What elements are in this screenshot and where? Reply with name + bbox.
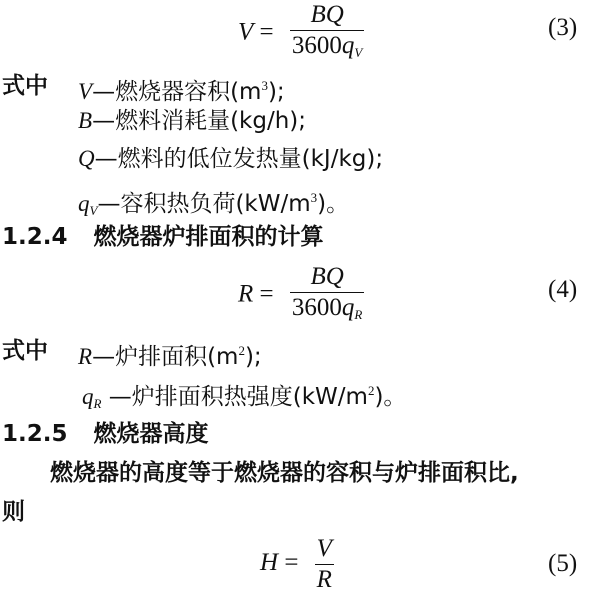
paragraph-line-2: 则 bbox=[2, 499, 25, 525]
equation-3-lhs: V bbox=[238, 18, 254, 46]
equation-4 bbox=[238, 262, 364, 330]
section-heading-1-2-4 bbox=[2, 222, 324, 252]
definition-qr: $q_R$ —炉排面积热强度$(kW/m^2)$。 bbox=[82, 383, 407, 411]
equation-3-number: (3) bbox=[548, 14, 578, 41]
paragraph-line-1: 燃烧器的高度等于燃烧器的容积与炉排面积比, bbox=[50, 460, 519, 486]
equation-4-lhs: R bbox=[238, 280, 254, 308]
definition-r: R—炉排面积$(m^2)$; bbox=[78, 343, 262, 370]
equation-5-lhs: H bbox=[260, 549, 279, 577]
equation-3-fraction bbox=[290, 0, 364, 68]
equation-3-denominator: $3600q_V$ bbox=[291, 32, 363, 60]
equation-4-denominator: $3600q_R$ bbox=[291, 294, 363, 322]
equation-5-denominator: R bbox=[316, 566, 332, 593]
equals-sign: = bbox=[259, 18, 274, 46]
equals-sign: = bbox=[284, 549, 299, 577]
where-label: 式中 bbox=[2, 73, 48, 99]
equation-3-numerator: BQ bbox=[290, 0, 364, 31]
equals-sign: = bbox=[259, 280, 274, 308]
section-number: 1.2.4 bbox=[2, 224, 68, 250]
equation-4-fraction bbox=[290, 262, 364, 330]
equation-4-numerator: BQ bbox=[290, 262, 364, 293]
definition-q: Q—燃料的低位发热量(kJ/kg); bbox=[78, 146, 384, 172]
equation-5 bbox=[260, 534, 334, 595]
equation-5-fraction bbox=[315, 534, 334, 595]
section-number: 1.2.5 bbox=[2, 421, 68, 447]
equation-5-numerator: V bbox=[315, 534, 334, 565]
equation-5-number: (5) bbox=[548, 550, 578, 577]
equation-4-number: (4) bbox=[548, 276, 578, 303]
section-title: 燃烧器高度 bbox=[93, 421, 209, 447]
definition-b: B—燃料消耗量(kg/h); bbox=[78, 108, 307, 134]
section-heading-1-2-5 bbox=[2, 419, 209, 449]
equation-3 bbox=[238, 0, 364, 68]
definition-v: V—燃烧器容积$(m^3)$; bbox=[78, 78, 285, 105]
where-label: 式中 bbox=[2, 338, 48, 364]
definition-qv: $q_V—$容积热负荷$(kW/m^3)$。 bbox=[78, 190, 350, 218]
section-title: 燃烧器炉排面积的计算 bbox=[93, 224, 324, 250]
